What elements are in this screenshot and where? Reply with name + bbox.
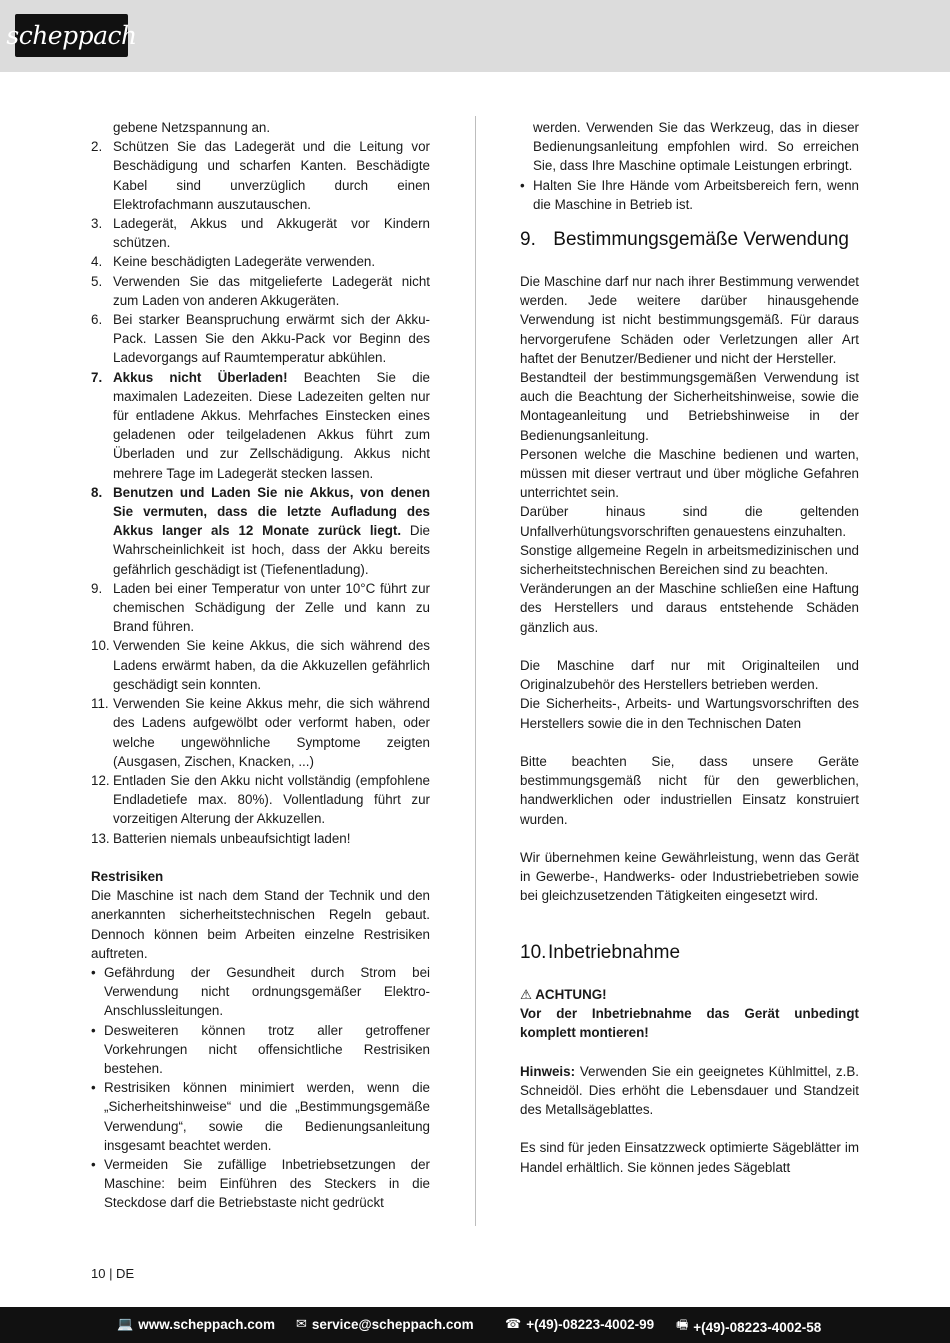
hint-text: Verwenden Sie ein geeignetes Kühlmittel, z.B. Schneidöl. Dies erhöht die Lebensdauer und Standzeit des Metallsägeblattes. bbox=[520, 1063, 859, 1118]
list-item: 5. Verwenden Sie das mitgelieferte Ladegerät nicht zum Laden von anderen Akkugeräten. bbox=[91, 273, 430, 308]
fax-icon: 🖷 bbox=[676, 1317, 689, 1332]
left-column bbox=[91, 118, 430, 1213]
footer-email[interactable]: ✉ service@scheppach.com bbox=[296, 1316, 474, 1332]
restrisiken-heading: Restrisiken bbox=[91, 868, 164, 884]
footer-website[interactable]: 💻 www.scheppach.com bbox=[117, 1316, 275, 1332]
list-item: 9. Laden bei einer Temperatur von unter 10°C führt zur chemischen Schädigung der Zelle und kann zu Brand führen. bbox=[91, 580, 430, 635]
list-item: • Restrisiken können minimiert werden, wenn die „Sicherheitshinweise“ und die „Bestimmungsgemäße Verwendung“, sowie die Bedienungsanleitung insgesamt beachtet werden. bbox=[91, 1078, 430, 1155]
safety-bullets bbox=[520, 176, 859, 214]
hint-label: Hinweis: bbox=[520, 1063, 576, 1079]
section-title: Bestimmungsgemäße Verwendung bbox=[553, 229, 849, 251]
computer-icon: 💻 bbox=[117, 1316, 134, 1331]
footer-fax[interactable]: 🖷 +(49)-08223-4002-58 bbox=[676, 1316, 821, 1338]
page-number: 10 | DE bbox=[91, 1266, 135, 1281]
paragraph: Bestandteil der bestimmungsgemäßen Verwendung ist auch die Beachtung der Sicherheitshinweise, sowie die Montageanleitung und Betriebshinweise in der Bedienungsanleitung. bbox=[520, 370, 859, 443]
section-10-heading bbox=[520, 941, 859, 965]
list-continuation: gebene Netzspannung an. bbox=[113, 120, 271, 135]
section-9-heading bbox=[520, 228, 859, 252]
list-item: • Vermeiden Sie zufällige Inbetriebsetzungen der Maschine: beim Einführen des Steckers in die Steckdose darf die Betriebstaste nicht gedrückt bbox=[91, 1155, 430, 1213]
list-item: 7. Akkus nicht Überladen! Beachten Sie die maximalen Ladezeiten. Diese Ladezeiten gelten nur für entladene Akkus. Mehrfaches Einstecken eines geladenen oder teilgeladenen Akkus führt zum Überladen und zur Zellschädigung. Akkus nicht mehrere Tage im Ladegerät stecken lassen. bbox=[91, 369, 430, 481]
charger-safety-list bbox=[91, 137, 430, 848]
column-divider bbox=[475, 116, 476, 1226]
list-item: • Desweiteren können trotz aller getroffener Vorkehrungen nicht offensichtliche Restrisiken bestehen. bbox=[91, 1021, 430, 1079]
paragraph: Bitte beachten Sie, dass unsere Geräte bestimmungsgemäß nicht für den gewerblichen, handwerklichen oder industriellen Einsatz konstruiert wurden. bbox=[520, 754, 859, 827]
list-item: 10. Verwenden Sie keine Akkus, die sich während des Ladens erwärmt haben, da die Akkuzellen gefährlich geschädigt sein konnten. bbox=[91, 638, 430, 692]
phone-icon: ☎ bbox=[505, 1316, 522, 1331]
restrisiken-intro: Die Maschine ist nach dem Stand der Technik und den anerkannten sicherheitstechnischen Regeln gebaut. Dennoch können beim Arbeiten einzelne Restrisiken auftreten. bbox=[91, 888, 430, 961]
section-title: Inbetriebnahme bbox=[548, 941, 681, 963]
paragraph: Darüber hinaus sind die geltenden Unfallverhütungsvorschriften genauestens einzuhalten. bbox=[520, 504, 859, 539]
list-item: 12. Entladen Sie den Akku nicht vollständig (empfohlene Endladetiefe max. 80%). Vollentladung führt zur vorzeitigen Alterung der Akkuzellen. bbox=[91, 772, 430, 827]
paragraph: Wir übernehmen keine Gewährleistung, wenn das Gerät in Gewerbe-, Handwerks- oder Industriebetrieben sowie bei gleichzusetzenden Tätigkeiten eingesetzt wird. bbox=[520, 850, 859, 904]
paragraph: Es sind für jeden Einsatzzweck optimierte Sägeblätter im Handel erhältlich. Sie können jedes Sägeblatt bbox=[520, 1140, 859, 1175]
paragraph: Die Sicherheits-, Arbeits- und Wartungsvorschriften des Herstellers sowie die in den Technischen Daten bbox=[520, 696, 859, 731]
restrisiken-list bbox=[91, 963, 430, 1213]
list-item: 4. Keine beschädigten Ladegeräte verwenden. bbox=[91, 254, 376, 270]
paragraph: Veränderungen an der Maschine schließen eine Haftung des Herstellers und daraus entstehende Schäden gänzlich aus. bbox=[520, 581, 859, 635]
paragraph: Personen welche die Maschine bedienen und warten, müssen mit dieser vertraut und über mögliche Gefahren unterrichtet sein. bbox=[520, 446, 859, 501]
list-item: 13. Batterien niemals unbeaufsichtigt laden! bbox=[91, 830, 351, 846]
bullet-continuation: werden. Verwenden Sie das Werkzeug, das in dieser Bedienungsanleitung empfohlen wird. So erreichen Sie, dass Ihre Maschine optimale Leistungen erbringt. bbox=[533, 120, 859, 174]
hint-paragraph bbox=[520, 1062, 859, 1120]
paragraph: Die Maschine darf nur nach ihrer Bestimmung verwendet werden. Jede weitere darüber hinausgehende Verwendung ist nicht bestimmungsgemäß. Für daraus hervorgerufene Schäden oder Verletzungen aller Art haftet der Benutzer/Bediener und nicht der Hersteller. bbox=[520, 274, 859, 366]
paragraph: Sonstige allgemeine Regeln in arbeitsmedizinischen und sicherheitstechnischen Bereichen sind zu beachten. bbox=[520, 542, 859, 578]
warning-text: Vor der Inbetriebnahme das Gerät unbedingt komplett montieren! bbox=[520, 1006, 859, 1041]
section-number: 10. bbox=[520, 941, 547, 963]
footer-phone[interactable]: ☎ +(49)-08223-4002-99 bbox=[505, 1316, 655, 1332]
right-column bbox=[520, 118, 859, 1177]
section-number: 9. bbox=[520, 229, 536, 251]
list-item: 11. Verwenden Sie keine Akkus mehr, die sich während des Ladens aufgewölbt oder verformt haben, oder welche ungewöhnliche Symptome zeigten (Ausgasen, Zischen, Knacken, ...) bbox=[91, 696, 430, 769]
scheppach-logo[interactable]: scheppach bbox=[15, 14, 128, 57]
mail-icon: ✉ bbox=[296, 1316, 307, 1331]
list-item: 8. Benutzen und Laden Sie nie Akkus, von denen Sie vermuten, dass die letzte Aufladung des Akkus langer als 12 Monate zurück liegt. Die Wahrscheinlichkeit ist hoch, dass der Akku bereits gefährlich geschädigt ist (Tiefenentladung). bbox=[91, 484, 430, 577]
list-item: • Gefährdung der Gesundheit durch Strom bei Verwendung nicht ordnungsgemäßer Elektro-Anschlussleitungen. bbox=[91, 963, 430, 1021]
list-item: 6. Bei starker Beanspruchung erwärmt sich der Akku-Pack. Lassen Sie den Akku-Pack vor Beginn des Ladevorgangs auf Raumtemperatur abkühlen. bbox=[91, 312, 430, 366]
footer-band bbox=[0, 1307, 950, 1343]
header-band bbox=[0, 0, 950, 72]
list-item: 2. Schützen Sie das Ladegerät und die Leitung vor Beschädigung und scharfen Kanten. Beschädigte Kabel sind unverzüglich durch einen Elektrofachmann auszutauschen. bbox=[91, 139, 430, 212]
warning-label: ⚠ ACHTUNG! bbox=[520, 986, 607, 1002]
list-item: 3. Ladegerät, Akkus und Akkugerät vor Kindern schützen. bbox=[91, 216, 430, 251]
paragraph: Die Maschine darf nur mit Originalteilen und Originalzubehör des Herstellers betrieben werden. bbox=[520, 658, 859, 693]
list-item: • Halten Sie Ihre Hände vom Arbeitsbereich fern, wenn die Maschine in Betrieb ist. bbox=[520, 176, 859, 214]
